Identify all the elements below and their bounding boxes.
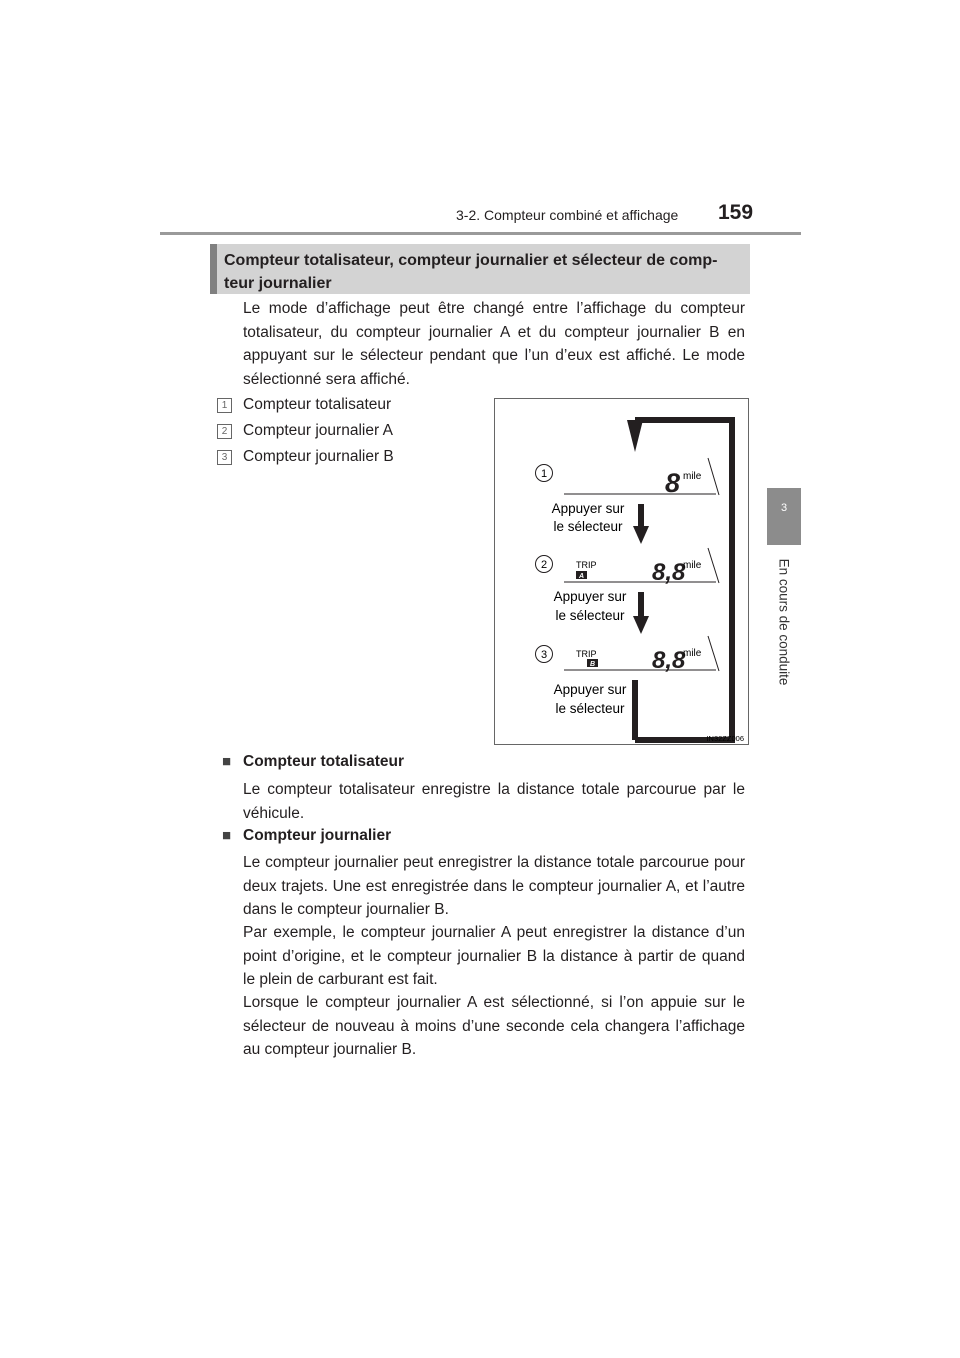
legend-number-1: 1 — [217, 398, 232, 413]
press-arrow-1-shaft — [638, 504, 644, 526]
trip-b-unit: mile — [683, 648, 702, 659]
header-section-title: 3-2. Compteur combiné et affichage — [456, 207, 679, 223]
trip-a-label: TRIP — [576, 560, 597, 570]
trip-meter-paragraph-3: Lorsque le compteur journalier A est sélectionné, si l’on appuie sur le sélecteur de nouveau à moins d’une seconde cela changera l’affichage au compteur journalier B. — [243, 994, 745, 1058]
display-trip-a — [536, 548, 720, 586]
header-rule — [160, 232, 801, 235]
legend-label-2: Compteur journalier A — [243, 422, 393, 439]
trip-b-label: TRIP — [576, 649, 597, 659]
odometer-value: 8 — [665, 468, 681, 498]
return-loop-start — [632, 680, 638, 740]
chapter-label — [734, 552, 834, 692]
bullet-square: ■ — [222, 753, 232, 770]
figure-code: IN32ZZ006 — [706, 734, 744, 743]
chapter-tab-number: 3 — [780, 502, 788, 514]
chapter-tab — [767, 488, 801, 545]
trip-meter-paragraph-2: Par exemple, le compteur journalier A peut enregistrer la distance d’un point d’origine, et le compteur journalier B la distance à partir de quand le plein de carburant est fait. — [243, 924, 745, 988]
trip-b-letter: B — [589, 661, 596, 668]
display-trip-b — [536, 636, 720, 674]
legend-number-3: 3 — [217, 450, 232, 465]
chapter-label-text: En cours de conduite — [776, 558, 792, 686]
press-label-2-line2: le sélecteur — [555, 608, 625, 623]
page-number: 159 — [718, 201, 754, 224]
display-number-1: 1 — [540, 468, 548, 480]
display-number-3: 3 — [540, 649, 548, 661]
press-label-3-line1: Appuyer sur — [553, 682, 627, 697]
legend-label-3: Compteur journalier B — [243, 448, 394, 465]
subheading-odometer: Compteur totalisateur — [243, 753, 405, 770]
odometer-paragraph: Le compteur totalisateur enregistre la distance totale parcourue par le véhicule. — [243, 781, 745, 822]
press-arrow-1-head — [633, 526, 649, 544]
trip-a-letter: A — [578, 573, 585, 580]
trip-a-unit: mile — [683, 560, 702, 571]
return-loop-arrowhead — [627, 420, 643, 452]
odometer-unit: mile — [683, 471, 702, 482]
legend-number-2: 2 — [217, 424, 232, 439]
display-odometer — [536, 458, 720, 498]
press-arrow-2-head — [633, 616, 649, 634]
press-label-1-line2: le sélecteur — [553, 519, 623, 534]
bullet-square: ■ — [222, 827, 232, 844]
odometer-trip-diagram — [494, 398, 749, 745]
press-label-1-line1: Appuyer sur — [551, 501, 625, 516]
trip-b-value: 8,8 — [652, 647, 686, 674]
subheading-trip-meter: Compteur journalier — [243, 827, 392, 844]
legend-label-1: Compteur totalisateur — [243, 396, 392, 413]
press-label-3-line2: le sélecteur — [555, 701, 625, 716]
press-arrow-2-shaft — [638, 592, 644, 616]
trip-a-value: 8,8 — [652, 559, 686, 586]
intro-paragraph: Le mode d’affichage peut être changé entre l’affichage du compteur totalisateur, du compteur journalier A et du compteur journalier B en appuyant sur le sélecteur pendant que l’un d’eux est affiché. Le mode sélectionné sera affiché. — [243, 300, 745, 388]
section-heading: Compteur totalisateur, compteur journalier et sélecteur de comp-teur journalier — [224, 252, 718, 292]
display-number-2: 2 — [540, 559, 548, 571]
trip-meter-paragraph-1: Le compteur journalier peut enregistrer la distance totale parcourue pour deux trajets. Une est enregistrée dans le compteur journalier A, et l’autre dans le compteur journalier B. — [243, 854, 745, 918]
press-label-2-line1: Appuyer sur — [553, 589, 627, 604]
